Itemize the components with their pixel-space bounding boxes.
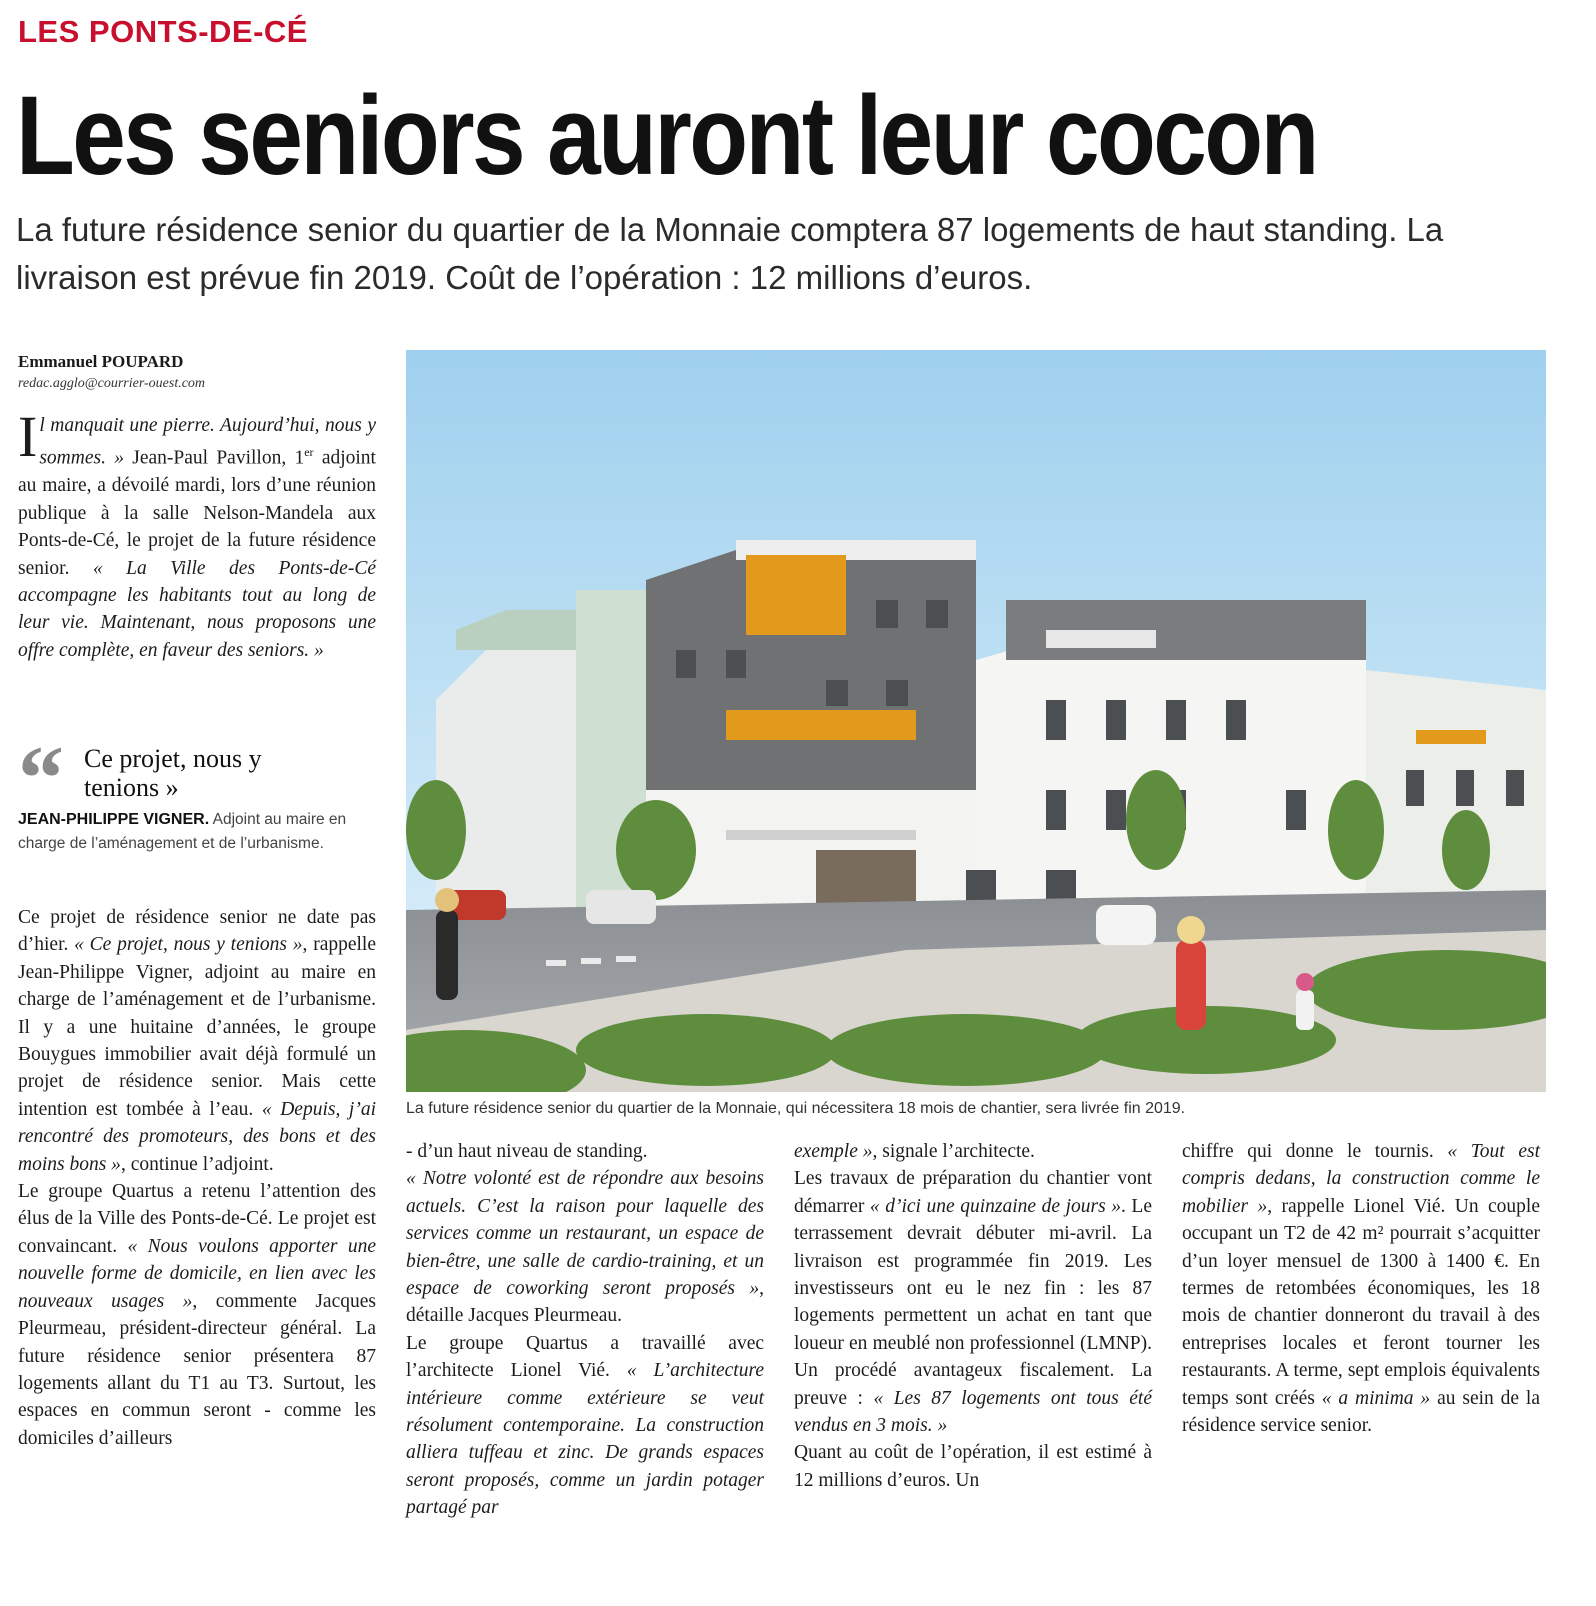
column-1-body <box>18 904 376 1452</box>
text-run: , continue l’adjoint. <box>120 1153 274 1175</box>
byline-author: Emmanuel POUPARD <box>18 352 184 371</box>
pull-quote-role: Adjoint au maire en charge de l’aménagement et de l’urbanisme. <box>18 811 347 852</box>
pull-quote-attribution <box>18 808 378 856</box>
quote-run: « d’ici une quinzaine de jours » <box>869 1195 1121 1217</box>
column-4 <box>1182 1138 1540 1439</box>
quote-run: « Notre volonté est de répondre aux besoins actuels. C’est la raison pour laquelle des services comme un restaurant, un espace de bien-être, une salle de cardio-training, et un espace de coworking seront proposés » <box>406 1168 764 1300</box>
column-2 <box>406 1138 764 1522</box>
text-run: Les travaux de préparation du chantier vont démarrer <box>794 1168 1152 1217</box>
section-label: LES PONTS-DE-CÉ <box>18 14 308 49</box>
column-1-intro <box>18 404 376 664</box>
headline: Les seniors auront leur cocon <box>16 73 1317 198</box>
pull-quote-author: JEAN-PHILIPPE VIGNER. <box>18 811 210 828</box>
text-run: au sein de la résidence service senior. <box>1182 1387 1541 1437</box>
deck-subtitle: La future résidence senior du quartier de la Monnaie comptera 87 logements de haut standing. La livraison est prévue fin 2019. Coût de l’opération : 12 millions d’euros. <box>16 211 1444 296</box>
text-run: Quant au coût de l’opération, il est estimé à 12 millions d’euros. Un <box>794 1442 1152 1491</box>
text-run: chiffre qui donne le tournis. <box>1182 1141 1448 1162</box>
intro-text: Jean-Paul Pavillon, 1 <box>123 447 305 469</box>
superscript: er <box>304 445 314 460</box>
intro-quote-2: « La Ville des Ponts-de-Cé accompagne les habitants tout au long de leur vie. Maintenant, nous proposons une offre complète, en faveur des seniors. » <box>18 557 376 661</box>
quote-run: « a minima » <box>1321 1387 1431 1409</box>
quote-run: « L’architecture intérieure comme extérieure se veut résolument contemporaine. La construction alliera tuffeau et zinc. De grands espaces seront proposés, comme un jardin potager partagé par <box>406 1360 764 1519</box>
intro-text-2: adjoint au maire, a dévoilé mardi, lors d’une réunion publique à la salle Nelson-Mandela aux Ponts-de-Cé, le projet de la future résidence senior. <box>18 447 376 579</box>
text-run: Le groupe Quartus a retenu l’attention des élus de la Ville des Ponts-de-Cé. Le projet est convaincant. <box>18 1181 376 1257</box>
column-3 <box>794 1138 1152 1494</box>
text-run: , rappelle Jean-Philippe Vigner, adjoint au maire en charge de l’aménagement et de l’urbanisme. Il y a une huitaine d’années, le groupe Bouygues immobilier avait déjà formulé un projet de résidence senior. Mais cette intention est tombée à l’eau. <box>18 934 376 1120</box>
building-illustration <box>406 350 1546 1092</box>
text-run: , signale l’architecte. <box>872 1141 1035 1162</box>
quote-run: « Nous voulons apporter une nouvelle forme de domicile, en lien avec les nouveaux usages » <box>18 1235 376 1312</box>
byline-email[interactable]: redac.agglo@courrier-ouest.com <box>18 376 206 391</box>
text-run: . Le terrassement devrait débuter mi-avril. La livraison est programmée fin 2019. Les investisseurs ont eu le nez fin : les 87 logements permettent un achat en tant que loueur en meublé non professionnel (LMNP). Un procédé avantageux fiscalement. La preuve : <box>794 1195 1152 1409</box>
intro-quote: l manquait une pierre. Aujourd’hui, nous y sommes. » <box>39 415 376 469</box>
text-run: , commente Jacques Pleurmeau, président-directeur général. La future résidence senior présentera 87 logements allant du T1 au T3. Surtout, les espaces en commun seront - comme les domiciles d’ailleurs <box>18 1290 376 1449</box>
photo-caption: La future résidence senior du quartier de la Monnaie, qui nécessitera 18 mois de chantier, sera livrée fin 2019. <box>406 1100 1186 1117</box>
quote-run: « Tout est compris dedans, la construction comme le mobilier » <box>1182 1141 1540 1217</box>
pull-quote-text: Ce projet, nous y tenions » <box>84 744 262 802</box>
text-run: , détaille Jacques Pleurmeau. <box>406 1278 764 1327</box>
quote-run: « Les 87 logements ont tous été vendus en 3 mois. » <box>794 1387 1152 1437</box>
dropcap: I <box>18 404 38 469</box>
text-run: Le groupe Quartus a travaillé avec l’architecte Lionel Vié. <box>406 1332 764 1382</box>
quote-mark-icon: “ <box>18 727 64 829</box>
text-run: Ce projet de résidence senior ne date pas d’hier. <box>18 907 376 956</box>
quote-run: « Ce projet, nous y tenions » <box>74 934 303 956</box>
text-run: - d’un haut niveau de standing. <box>406 1141 648 1162</box>
quote-run: exemple » <box>794 1141 873 1162</box>
quote-run: « Depuis, j’ai rencontré des promoteurs, des bons et des moins bons » <box>18 1098 376 1175</box>
text-run: , rappelle Lionel Vié. Un couple occupant un T2 de 42 m² pourrait s’acquitter d’un loyer mensuel de 1300 à 1400 €. En termes de retombées économiques, les 18 mois de chantier donneront du travail à des entreprises locales et feront tourner les restaurants. A terme, sept emplois équivalents temps sont créés <box>1182 1195 1540 1409</box>
illustration-svg <box>406 350 1546 1092</box>
